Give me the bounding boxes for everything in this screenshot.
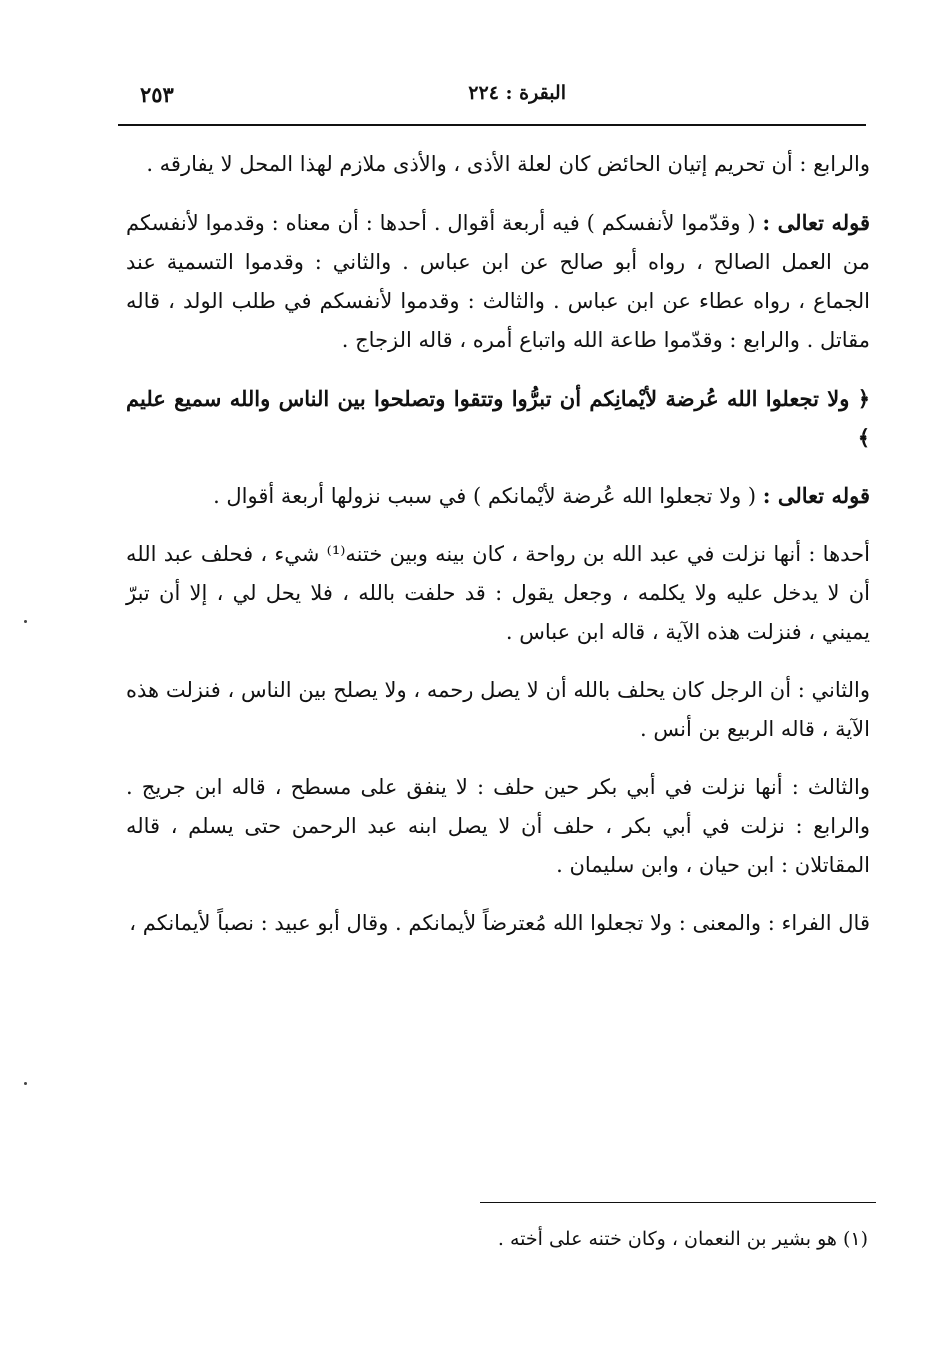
main-text: [126, 144, 870, 962]
paragraph-2: قوله تعالى : ( وقدّموا لأنفسكم ) فيه أربعة أقوال . أحدها : أن معناه : وقدموا لأنفسكم من العمل الصالح ، رواه أبو صالح عن ابن عباس . والثاني : وقدموا التسمية عند الجماع ، رواه عطاء عن ابن عباس . والثالث : وقدموا لأنفسكم في طلب الولد ، قاله مقاتل . والرابع : وقدّموا طاعة الله واتباع أمره ، قاله الزجاج .: [126, 210, 871, 352]
paragraph-lead: قوله تعالى :: [762, 210, 870, 235]
scan-speck: [24, 620, 27, 623]
running-title: البقرة : ٢٢٤: [468, 82, 566, 104]
footnote-rule: [480, 1202, 876, 1203]
scan-speck: [24, 1082, 27, 1085]
paragraph-7: قال الفراء : والمعنى : ولا تجعلوا الله مُعترضاً لأيمانكم . وقال أبو عبيد : نصباً لأيمانكم ،: [129, 911, 870, 935]
page-header: [118, 78, 866, 118]
paragraph-lead: قوله تعالى :: [762, 483, 870, 508]
header-rule: [118, 124, 866, 126]
page-number: ٢٥٣: [140, 82, 174, 107]
paragraph-3: قوله تعالى : ( ولا تجعلوا الله عُرضة لأيْمانكم ) في سبب نزولها أربعة أقوال .: [213, 483, 870, 508]
footnote: (١) هو بشير بن النعمان ، وكان ختنه على أخته .: [497, 1228, 868, 1250]
paragraph-4: أحدها : أنها نزلت في عبد الله بن رواحة ، كان بينه وبين ختنه⁽¹⁾ شيء ، فحلف عبد الله أن لا يدخل عليه ولا يكلمه ، وجعل يقول : قد حلفت بالله ، فلا يحل لي ، إلا أن تبرّ يميني ، فنزلت هذه الآية ، قاله ابن عباس .: [126, 542, 870, 644]
paragraph-5: والثاني : أن الرجل كان يحلف بالله أن لا يصل رحمه ، ولا يصلح بين الناس ، فنزلت هذه الآية ، قاله الربيع بن أنس .: [126, 678, 870, 741]
paragraph-1: والرابع : أن تحريم إتيان الحائض كان لعلة الأذى ، والأذى ملازم لهذا المحل لا يفارقه .: [146, 152, 870, 176]
paragraph-6: والثالث : أنها نزلت في أبي بكر حين حلف : لا ينفق على مسطح ، قاله ابن جريج . والرابع : نزلت في أبي بكر ، حلف أن لا يصل ابنه عبد الرحمن حتى يسلم ، قاله المقاتلان : ابن حيان ، وابن سليمان .: [126, 775, 870, 877]
quran-verse: ﴿ ولا تجعلوا الله عُرضة لأيْمانِكم أن تبرُّوا وتتقوا وتصلحوا بين الناس والله سميع عليم ﴾: [126, 386, 870, 450]
